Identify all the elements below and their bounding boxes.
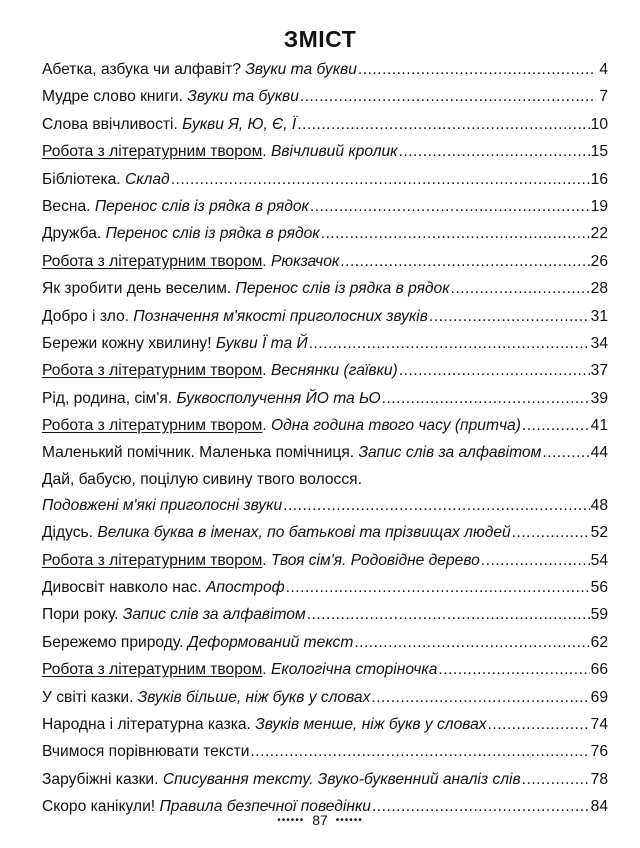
toc-entry-title <box>42 656 437 683</box>
toc-entry <box>42 248 608 275</box>
toc-entry-title <box>42 193 309 220</box>
toc-entry-lesson: Рюкзачок <box>270 252 340 270</box>
toc-entry <box>42 684 608 711</box>
toc-leader-dots <box>382 385 590 412</box>
footer-ornament-right: •••••• <box>335 814 363 826</box>
toc-entry-page: 69 <box>590 688 608 706</box>
toc-entry-topic: Абетка, азбука чи алфавіт? <box>42 61 246 78</box>
toc-entry-page: 15 <box>590 143 608 161</box>
toc-entry-lesson: Звуки та букви <box>187 88 299 106</box>
toc-entry-lesson: Подовжені м'які приголосні звуки <box>42 496 283 514</box>
toc-entry <box>42 738 608 765</box>
toc-entry-page: 56 <box>590 579 608 597</box>
toc-entry-lesson: Запис слів за алфавітом <box>122 606 306 624</box>
toc-entry-separator: . <box>262 143 271 161</box>
toc-entry-title <box>42 492 282 519</box>
toc-entry-lesson: Твоя сім'я. Родовідне дерево <box>270 551 480 569</box>
toc-entry-topic: Слова ввічливості. <box>42 115 183 133</box>
toc-entry-lesson: Склад <box>124 170 170 188</box>
toc-entry <box>42 629 608 656</box>
toc-entry <box>42 385 608 412</box>
toc-entry-lesson: Деформований текст <box>187 633 354 651</box>
toc-entry-separator: . <box>262 362 271 380</box>
toc-entry <box>42 601 608 628</box>
toc-leader-dots <box>522 766 590 793</box>
toc-entry-section: Робота з літературним твором <box>42 252 263 270</box>
toc-leader-dots <box>542 439 589 466</box>
toc-entry-page: 62 <box>590 633 608 651</box>
toc-entry-topic: Зарубіжні казки. <box>42 770 163 788</box>
toc-entry <box>42 56 608 83</box>
toc-entry <box>42 574 608 601</box>
toc-entry-page: 59 <box>590 606 608 624</box>
toc-entry-page: 78 <box>590 770 608 788</box>
toc-entry-lesson: Букви Я, Ю, Є, Ї <box>182 115 297 133</box>
toc-entry-lesson: Велика буква в іменах, по батькові та прізвищах людей <box>97 524 511 542</box>
toc-entry-title <box>42 138 398 165</box>
toc-entry-title <box>42 166 170 193</box>
toc-entry-page: 7 <box>599 88 608 106</box>
toc-leader-dots <box>371 684 589 711</box>
toc-entry-lesson: Перенос слів із рядка в рядок <box>94 197 309 215</box>
toc-leader-dots <box>309 330 590 357</box>
toc-entry-page: 54 <box>590 551 608 569</box>
toc-leader-dots <box>171 166 590 193</box>
toc-entry-topic: Бережемо природу. <box>42 633 188 651</box>
toc-entry <box>42 193 608 220</box>
toc-entry <box>42 492 608 519</box>
toc-entry-topic: Весна. <box>42 197 95 215</box>
toc-entry-title <box>42 275 450 302</box>
toc-leader-dots <box>283 492 590 519</box>
toc-entry-page: 26 <box>590 252 608 270</box>
toc-entry-page: 84 <box>590 798 608 816</box>
toc-entry-title <box>42 357 398 384</box>
toc-entry-separator: . <box>262 252 271 270</box>
toc-entry-topic: Маленький помічник. Маленька помічниця. <box>42 444 359 462</box>
toc-entry-topic: У світі казки. <box>42 688 138 706</box>
toc-entry <box>42 519 608 546</box>
toc-entry-lesson: Позначення м'якості приголосних звуків <box>133 307 428 325</box>
toc-entry-topic: Бережи кожну хвилину! <box>42 334 216 352</box>
toc-entry-lesson: Запис слів за алфавітом <box>358 444 542 462</box>
toc-entry <box>42 83 608 110</box>
toc-entry-section: Робота з літературним твором <box>42 143 263 161</box>
toc-entry-page: 19 <box>590 197 608 215</box>
toc-entry-page: 74 <box>590 715 608 733</box>
toc-leader-dots <box>321 220 590 247</box>
toc-entry-lesson: Букви Ї та Й <box>215 334 308 352</box>
toc-leader-dots <box>310 193 590 220</box>
toc-entry-lesson: Списування тексту. Звуко-буквенний аналіз слів <box>162 770 521 788</box>
toc-entry-section: Робота з літературним твором <box>42 362 263 380</box>
toc-entry-lesson: Звуків менше, ніж букв у словах <box>255 715 487 733</box>
toc-entry-lesson: Перенос слів із рядка в рядок <box>105 225 320 243</box>
toc-entry-topic: Народна і літературна казка. <box>42 715 256 733</box>
toc-entry-page: 22 <box>590 225 608 243</box>
toc-entry <box>42 275 608 302</box>
toc-leader-dots <box>354 629 589 656</box>
toc-entry-title <box>42 330 308 357</box>
toc-leader-dots <box>429 303 590 330</box>
page-footer <box>0 812 640 828</box>
toc-entry-lesson: Веснянки (гаївки) <box>270 362 398 380</box>
toc-entry-topic: Дивосвіт навколо нас. <box>42 579 206 597</box>
toc-entry-separator: . <box>262 417 271 435</box>
page-title: ЗМІСТ <box>283 26 357 52</box>
toc-leader-dots <box>399 357 590 384</box>
toc-entry <box>42 766 608 793</box>
toc-leader-dots <box>300 83 593 110</box>
toc-entry-lesson: Звуків більше, ніж букв у словах <box>137 688 371 706</box>
toc-entry <box>42 547 608 574</box>
toc-entry-title <box>42 684 370 711</box>
toc-entry-title <box>42 738 249 765</box>
toc-entry-title <box>42 111 296 138</box>
toc-entry-title <box>42 574 285 601</box>
toc-leader-dots <box>297 111 589 138</box>
toc-entry <box>42 111 608 138</box>
toc-entry <box>42 439 608 466</box>
toc-entry-topic: Дружба. <box>42 225 106 243</box>
toc-entry <box>42 166 608 193</box>
toc-entry-topic: Дай, бабусю, поцілую сивину твого волосся. <box>42 470 362 488</box>
toc-leader-dots <box>399 138 590 165</box>
toc-entry-title <box>42 385 381 412</box>
toc-entry <box>42 467 608 492</box>
toc-entry-page: 48 <box>590 496 608 514</box>
toc-entry-topic: Добро і зло. <box>42 307 134 325</box>
toc-entry <box>42 220 608 247</box>
toc-entry-page: 52 <box>590 524 608 542</box>
table-of-contents <box>42 56 608 821</box>
toc-entry-topic: Як зробити день веселим. <box>42 280 236 298</box>
toc-leader-dots <box>522 412 590 439</box>
toc-entry-topic: Скоро канікули! <box>42 798 160 816</box>
toc-entry-page: 10 <box>590 115 608 133</box>
toc-entry-title <box>42 519 511 546</box>
toc-entry-title <box>42 83 299 110</box>
toc-entry-page: 37 <box>590 362 608 380</box>
toc-entry-lesson: Правила безпечної поведінки <box>159 798 371 816</box>
toc-leader-dots <box>340 248 589 275</box>
toc-leader-dots <box>512 519 590 546</box>
toc-entry <box>42 357 608 384</box>
toc-entry-page: 4 <box>599 61 608 78</box>
toc-entry-page: 76 <box>590 743 608 761</box>
toc-leader-dots <box>438 656 589 683</box>
toc-entry <box>42 138 608 165</box>
toc-entry <box>42 330 608 357</box>
toc-leader-dots <box>250 738 589 765</box>
toc-leader-dots <box>307 601 590 628</box>
toc-entry <box>42 412 608 439</box>
toc-entry-lesson: Буквосполучення ЙО та ЬО <box>176 389 381 407</box>
toc-entry <box>42 656 608 683</box>
toc-entry-title <box>42 220 320 247</box>
toc-entry-topic: Бібліотека. <box>42 170 125 188</box>
toc-entry-lesson: Звуки та букви <box>245 61 357 78</box>
toc-entry-section: Робота з літературним твором <box>42 551 263 569</box>
toc-entry-lesson: Перенос слів із рядка в рядок <box>235 280 450 298</box>
toc-entry-title <box>42 766 521 793</box>
toc-entry-title <box>42 439 541 466</box>
toc-entry-title <box>42 467 362 492</box>
toc-entry-title <box>42 412 521 439</box>
toc-entry-title <box>42 547 480 574</box>
toc-entry-lesson: Апостроф <box>206 579 285 597</box>
toc-entry-title <box>42 248 339 275</box>
toc-entry-section: Робота з літературним твором <box>42 661 263 679</box>
toc-entry <box>42 711 608 738</box>
toc-entry-section: Робота з літературним твором <box>42 417 263 435</box>
toc-entry-lesson: Ввічливий кролик <box>270 143 398 161</box>
toc-entry-lesson: Екологічна сторіночка <box>270 661 438 679</box>
toc-leader-dots <box>488 711 590 738</box>
toc-entry-separator: . <box>262 661 271 679</box>
toc-entry-title <box>42 629 353 656</box>
toc-entry-page: 28 <box>590 280 608 298</box>
toc-leader-dots <box>286 574 590 601</box>
toc-entry-title <box>42 303 428 330</box>
toc-entry-separator: . <box>262 551 271 569</box>
toc-entry-topic: Дідусь. <box>42 524 98 542</box>
toc-entry-topic: Рід, родина, сім'я. <box>42 389 177 407</box>
toc-entry <box>42 303 608 330</box>
toc-entry-page: 16 <box>590 170 608 188</box>
toc-entry-title <box>42 711 487 738</box>
toc-entry-page: 31 <box>590 307 608 325</box>
toc-entry-title <box>42 601 306 628</box>
toc-entry-page: 41 <box>590 417 608 435</box>
toc-leader-dots <box>358 56 593 83</box>
page-number: 87 <box>312 812 328 828</box>
toc-entry-page: 44 <box>590 444 608 462</box>
toc-entry-page: 66 <box>590 661 608 679</box>
toc-entry-topic: Пори року. <box>42 606 123 624</box>
toc-leader-dots <box>451 275 590 302</box>
toc-entry-topic: Мудре слово книги. <box>42 88 188 106</box>
toc-entry-page: 39 <box>590 389 608 407</box>
toc-leader-dots <box>481 547 590 574</box>
toc-entry-title <box>42 56 357 83</box>
toc-entry-page: 34 <box>590 334 608 352</box>
toc-entry-lesson: Одна година твого часу (притча) <box>270 417 521 435</box>
toc-entry-topic: Вчимося порівнювати тексти <box>42 743 250 761</box>
footer-ornament-left: •••••• <box>277 814 305 826</box>
